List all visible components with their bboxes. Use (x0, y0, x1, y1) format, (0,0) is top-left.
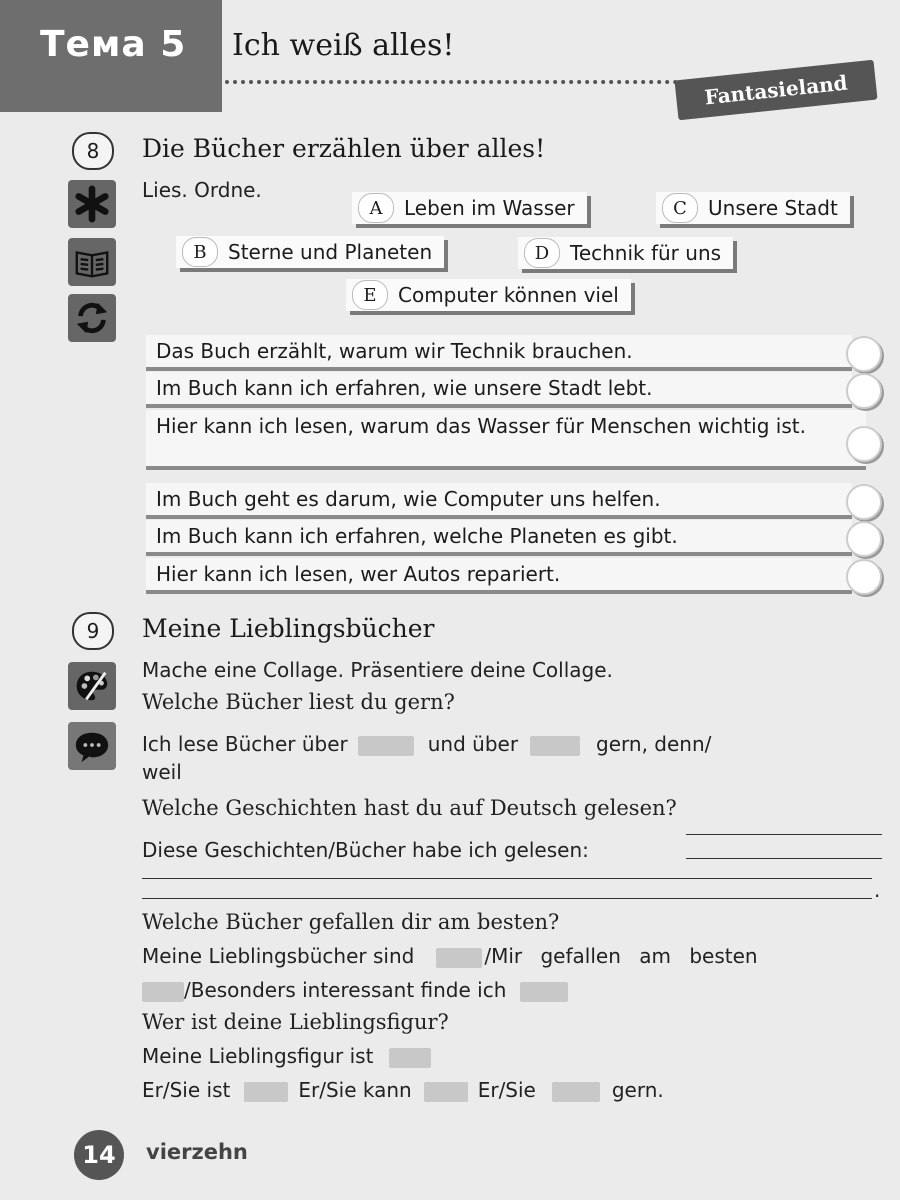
topic-letter: A (358, 193, 394, 223)
book-icon (68, 238, 116, 286)
answer-text: /Besonders interessant finde ich (184, 978, 507, 1002)
topic-box-b (176, 236, 444, 268)
answer-circle-5[interactable] (846, 521, 882, 557)
answer-text: /Mir gefallen am besten (484, 944, 758, 968)
page-number-word: vierzehn (146, 1140, 248, 1164)
answer-circle-6[interactable] (846, 559, 882, 595)
answer-text: Er/Sie kann (298, 1078, 412, 1102)
exercise-8-title: Die Bücher erzählen über alles! (142, 134, 546, 163)
topic-letter: D (524, 238, 560, 268)
blank-field[interactable] (424, 1082, 468, 1102)
answer-line-5 (142, 1044, 431, 1068)
question-favourite-character: Wer ist deine Lieblingsfigur? (142, 1010, 449, 1034)
question-stories-read: Welche Geschichten hast du auf Deutsch gelesen? (142, 796, 677, 820)
exercise-8-instruction: Lies. Ordne. (142, 178, 262, 202)
answer-text: Er/Sie (477, 1078, 536, 1102)
topic-letter: C (662, 193, 698, 223)
answer-circle-1[interactable] (846, 336, 882, 372)
blank-field[interactable] (142, 982, 184, 1002)
answer-text: Ich lese Bücher über (142, 732, 348, 756)
cycle-arrows-icon (68, 294, 116, 342)
sentence-strip-2: Im Buch kann ich erfahren, wie unsere Stadt lebt. (146, 372, 852, 404)
sentence-strip-5: Im Buch kann ich erfahren, welche Planeten es gibt. (146, 520, 852, 552)
topic-text: Computer können viel (398, 283, 619, 307)
line-end-period: . (874, 878, 881, 902)
speech-bubble-icon (68, 722, 116, 770)
topic-letter: B (182, 237, 218, 267)
blank-field[interactable] (389, 1048, 431, 1068)
blank-field[interactable] (358, 736, 414, 756)
sentence-strip-1: Das Buch erzählt, warum wir Technik brauchen. (146, 335, 852, 367)
blank-field[interactable] (520, 982, 568, 1002)
answer-text: und über (427, 732, 519, 756)
topic-box-c (656, 192, 850, 224)
blank-field[interactable] (552, 1082, 600, 1102)
blank-field[interactable] (244, 1082, 288, 1102)
topic-letter: E (352, 280, 388, 310)
topic-text: Leben im Wasser (404, 196, 575, 220)
exercise-9-title: Meine Lieblingsbücher (142, 614, 435, 643)
answer-circle-2[interactable] (846, 373, 882, 409)
answer-circle-4[interactable] (846, 484, 882, 520)
exercise-number-9: 9 (72, 612, 114, 650)
question-favourite-books: Welche Bücher liest du gern? (142, 690, 455, 714)
answer-text: gern, denn/ (596, 732, 712, 756)
answer-line-3 (142, 944, 758, 968)
answer-text: gern. (611, 1078, 664, 1102)
sentence-strip-3: Hier kann ich lesen, warum das Wasser für Menschen wichtig ist. (146, 410, 866, 466)
answer-text: Er/Sie ist (142, 1078, 231, 1102)
topic-text: Technik für uns (570, 241, 722, 265)
writing-line[interactable] (686, 812, 882, 835)
answer-circle-3[interactable] (846, 426, 882, 462)
section-badge: Fantasieland (674, 60, 877, 121)
blank-field[interactable] (436, 948, 482, 968)
topic-box-e (346, 279, 631, 311)
topic-text: Unsere Stadt (708, 196, 838, 220)
asterisk-icon (68, 180, 116, 228)
answer-text: Meine Lieblingsbücher sind (142, 944, 415, 968)
answer-text: Meine Lieblingsfigur ist (142, 1044, 374, 1068)
topic-box-d (518, 237, 733, 269)
answer-line-1 (142, 732, 711, 756)
answer-line-6 (142, 1078, 664, 1102)
topic-text: Sterne und Planeten (228, 240, 433, 264)
sentence-strip-4: Im Buch geht es darum, wie Computer uns helfen. (146, 483, 852, 515)
unit-title: Ich weiß alles! (232, 28, 455, 63)
blank-field[interactable] (530, 736, 580, 756)
answer-text: weil (142, 760, 182, 784)
palette-icon (68, 662, 116, 710)
writing-line[interactable] (142, 876, 872, 899)
page-number: 14 (74, 1130, 124, 1180)
topic-box-a (352, 192, 587, 224)
answer-line-4 (142, 978, 568, 1002)
exercise-9-instruction: Mache eine Collage. Präsentiere deine Collage. (142, 658, 613, 682)
question-best-books: Welche Bücher gefallen dir am besten? (142, 910, 560, 934)
exercise-number-8: 8 (72, 132, 114, 170)
answer-text: Diese Geschichten/Bücher habe ich gelesen: (142, 838, 589, 862)
sentence-strip-6: Hier kann ich lesen, wer Autos repariert. (146, 558, 852, 590)
topic-label: Тема 5 (40, 24, 187, 65)
